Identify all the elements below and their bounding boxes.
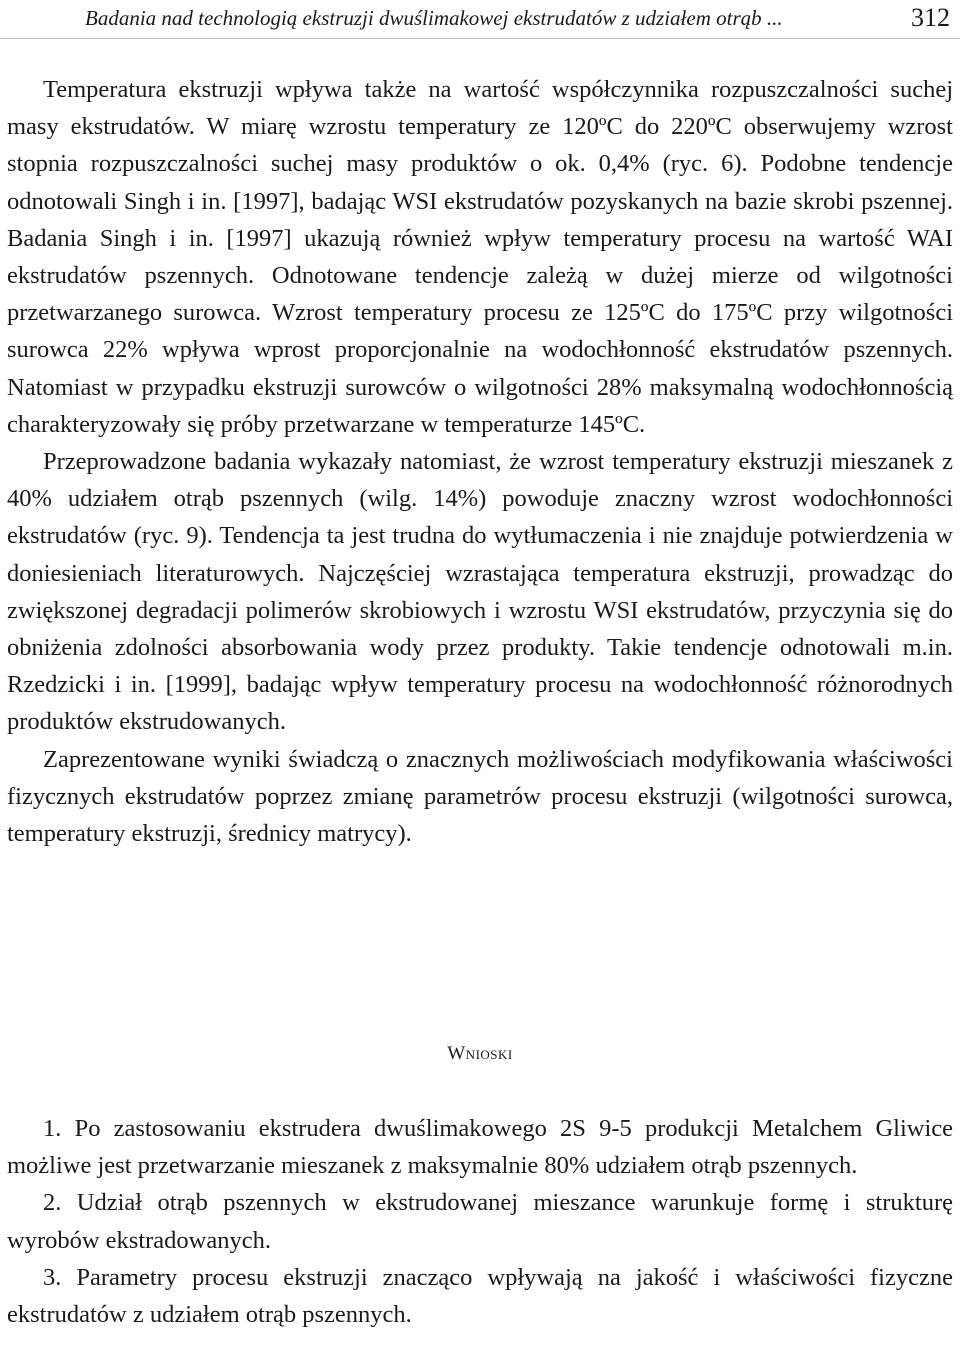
- conclusions-heading: Wnioski: [447, 1043, 513, 1064]
- paragraph-water-absorption: Przeprowadzone badania wykazały natomiast, że wzrost temperatury ekstruzji mieszanek z 40% udziałem otrąb pszennych (wilg. 14%) powoduje znaczny wzrost wodochłonności ekstrudatów (ryc. 9). Tendencja ta jest trudna do wytłumaczenia i nie znajduje potwierdzenia w doniesieniach literaturowych. Najczęściej wzrastająca temperatura ekstruzji, prowadząc do zwiększonej degradacji polimerów skrobiowych i wzrostu WSI ekstrudatów, przyczynia się do obniżenia zdolności absorbowania wody przez produkty. Takie tendencje odnotowali m.in. Rzedzicki i in. [1999], badając wpływ temperatury procesu na wodochłonność różnorodnych produktów ekstrudowanych.: [7, 448, 953, 736]
- paragraph-temperature-effect: Temperatura ekstruzji wpływa także na wartość współczynnika rozpuszczalności suchej masy ekstrudatów. W miarę wzrostu temperatury ze 120ºC do 220ºC obserwujemy wzrost stopnia rozpuszczalności suchej masy produktów o ok. 0,4% (ryc. 6). Podobne tendencje odnotowali Singh i in. [1997], badając WSI ekstrudatów pozyskanych na bazie skrobi pszennej. Badania Singh i in. [1997] ukazują również wpływ temperatury procesu na wartość WAI ekstrudatów pszennych. Odnotowane tendencje zależą w dużej mierze od wilgotności przetwarzanego surowca. Wzrost temperatury procesu ze 125ºC do 175ºC przy wilgotności surowca 22% wpływa wprost proporcjonalnie na wodochłonność ekstrudatów pszennych. Natomiast w przypadku ekstruzji surowców o wilgotności 28% maksymalną wodochłonnością charakteryzowały się próby przetwarzane w temperaturze 145ºC.: [7, 76, 953, 438]
- conclusion-item-1: 1. Po zastosowaniu ekstrudera dwuślimakowego 2S 9-5 produkcji Metalchem Gliwice możliwe jest przetwarzanie mieszanek z maksymalnie 80% udziałem otrąb pszennych.: [7, 1115, 953, 1180]
- conclusion-item-3: 3. Parametry procesu ekstruzji znacząco wpływają na jakość i właściwości fizyczne ekstrudatów z udziałem otrąb pszennych.: [7, 1263, 953, 1329]
- conclusion-item-2: 2. Udział otrąb pszennych w ekstrudowanej mieszance warunkuje formę i strukturę wyrobów ekstradowanych.: [7, 1189, 953, 1254]
- page-number: 312: [911, 3, 950, 32]
- body-text: [7, 71, 953, 852]
- running-header: [0, 0, 960, 39]
- running-header-title: Badania nad technologią ekstruzji dwuślimakowej ekstrudatów z udziałem otrąb ...: [85, 6, 783, 30]
- conclusions-list: [7, 1110, 953, 1333]
- paragraph-summary: Zaprezentowane wyniki świadczą o znacznych możliwościach modyfikowania właściwości fizycznych ekstrudatów poprzez zmianę parametrów procesu ekstruzji (wilgotności surowca, temperatury ekstruzji, średnicy matrycy).: [7, 745, 953, 848]
